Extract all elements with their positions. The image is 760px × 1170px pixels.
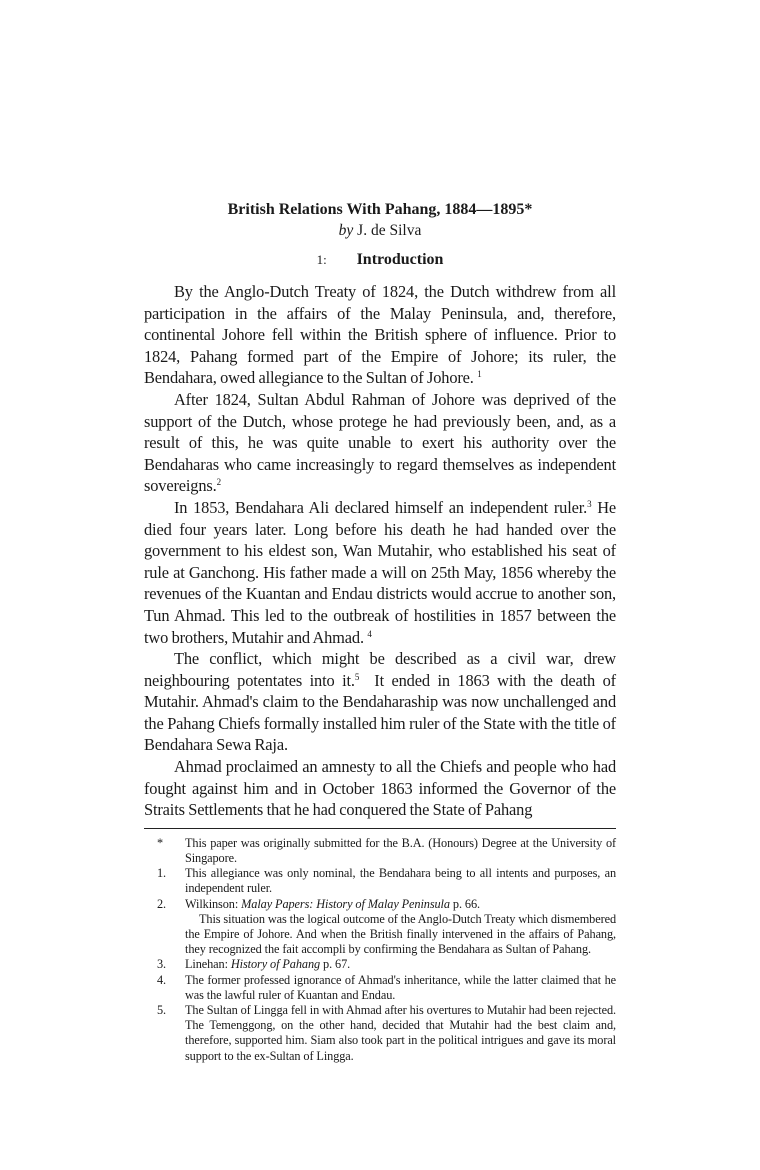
section-title: Introduction (356, 251, 444, 268)
byline (144, 221, 616, 241)
footnote-author: Linehan: (185, 957, 228, 972)
footnote-ref[interactable]: 1 (477, 369, 482, 380)
paragraph-text: Ahmad proclaimed an amnesty to all the Chiefs and people who had fought against him and in October 1863 informed the Governor of the Straits Settlements that he had conquered the State of Pahang (144, 757, 616, 820)
footnote-ref[interactable]: 3 (587, 498, 592, 509)
footnote (144, 866, 616, 896)
paragraph-text: In 1853, Bendahara Ali declared himself an independent ruler. (174, 497, 588, 517)
footnote-text: This paper was originally submitted for the B.A. (Honours) Degree at the University of Singapore. (185, 835, 616, 866)
footnote-work: History of Pahang (230, 957, 321, 972)
paragraph-text: After 1824, Sultan Abdul Rahman of Johore was deprived of the support of the Dutch, whose protege he had previously been, and, as a result of this, he was quite unable to exert his authority over the Bendaharas who came increasingly to regard themselves as independent sovereigns. (144, 389, 616, 496)
paragraph-text: He died four years later. Long before his death he had handed over the government to his eldest son, Wan Mutahir, who established his seat of rule at Ganchong. His father made a will on 25th May, 1856 whereby the revenues of the Kuantan and Endau districts would accrue to another son, Tun Ahmad. This led to the outbreak of hostilities in 1857 between the two brothers, Mutahir and Ahmad. (144, 497, 616, 647)
footnote (144, 957, 616, 972)
footnote (144, 836, 616, 866)
footnote-work: Malay Papers: History of Malay Peninsula (241, 896, 450, 911)
footnote-author: Wilkinson: (185, 896, 239, 911)
footnote-ref[interactable]: 4 (367, 628, 372, 639)
footnote-page: p. 66. (452, 896, 480, 911)
section-number: 1: (316, 252, 327, 267)
paragraph (144, 497, 616, 648)
footnote-mark: 1. (157, 866, 167, 881)
footnote (144, 897, 616, 958)
paragraph-text: The conflict, which might be described as a civil war, drew neighbouring potentates into it. (144, 649, 616, 690)
paragraph-text: It ended in 1863 with the death of Mutahir. Ahmad's claim to the Bendaharaship was now unchallenged and the Pahang Chiefs formally installed him ruler of the State with the title of Bendahara Sewa Raja. (144, 670, 616, 755)
article-title: British Relations With Pahang, 1884—1895* (227, 201, 533, 218)
footnote-page: p. 67. (323, 957, 351, 972)
paragraph (144, 281, 616, 389)
footnote-text: The Sultan of Lingga fell in with Ahmad after his overtures to Mutahir had been rejected. The Temenggong, on the other hand, decided that Mutahir had the best claim and, therefore, supported him. Siam also took part in the political intrigues and gave its moral support to the ex-Sultan of Lingga. (185, 1003, 616, 1063)
footnote (144, 973, 616, 1003)
footnote-text: The former professed ignorance of Ahmad's inheritance, while the latter claimed that he was the lawful ruler of Kuantan and Endau. (185, 972, 616, 1002)
body-text (144, 281, 616, 821)
footnote-mark: 2. (157, 896, 167, 911)
footnote-continuation: This situation was the logical outcome of the Anglo-Dutch Treaty which dismembered the Empire of Johore. And when the British finally intervened in the affairs of Pahang, they recognized the fait accompli by confirming the Bendahara as Sultan of Pahang. (185, 911, 616, 957)
section-heading (144, 250, 616, 270)
footnote-ref[interactable]: 2 (216, 477, 221, 488)
footnote-ref[interactable]: 5 (354, 671, 360, 682)
article-page (144, 0, 616, 1104)
footnote-text: This allegiance was only nominal, the Bendahara being to all intents and purposes, an independent ruler. (185, 866, 616, 896)
paragraph (144, 648, 616, 756)
footnote-mark: 3. (157, 957, 167, 972)
footnote-divider (144, 828, 616, 829)
paragraph (144, 756, 616, 821)
byline-prefix: by (338, 222, 354, 239)
footnotes (144, 836, 616, 1064)
paragraph-text: By the Anglo-Dutch Treaty of 1824, the Dutch withdrew from all participation in the affairs of the Malay Peninsula, and, therefore, continental Johore fell within the British sphere of influence. Prior to 1824, Pahang formed part of the Empire of Johore; its ruler, the Bendahara, owed allegiance to the Sultan of Johore. (144, 282, 616, 388)
footnote-mark: 5. (157, 1003, 167, 1018)
footnote-mark: * (157, 835, 164, 850)
author-name: J. de Silva (357, 222, 422, 239)
footnote-mark: 4. (157, 972, 167, 987)
footnote (144, 1003, 616, 1064)
paragraph (144, 389, 616, 497)
